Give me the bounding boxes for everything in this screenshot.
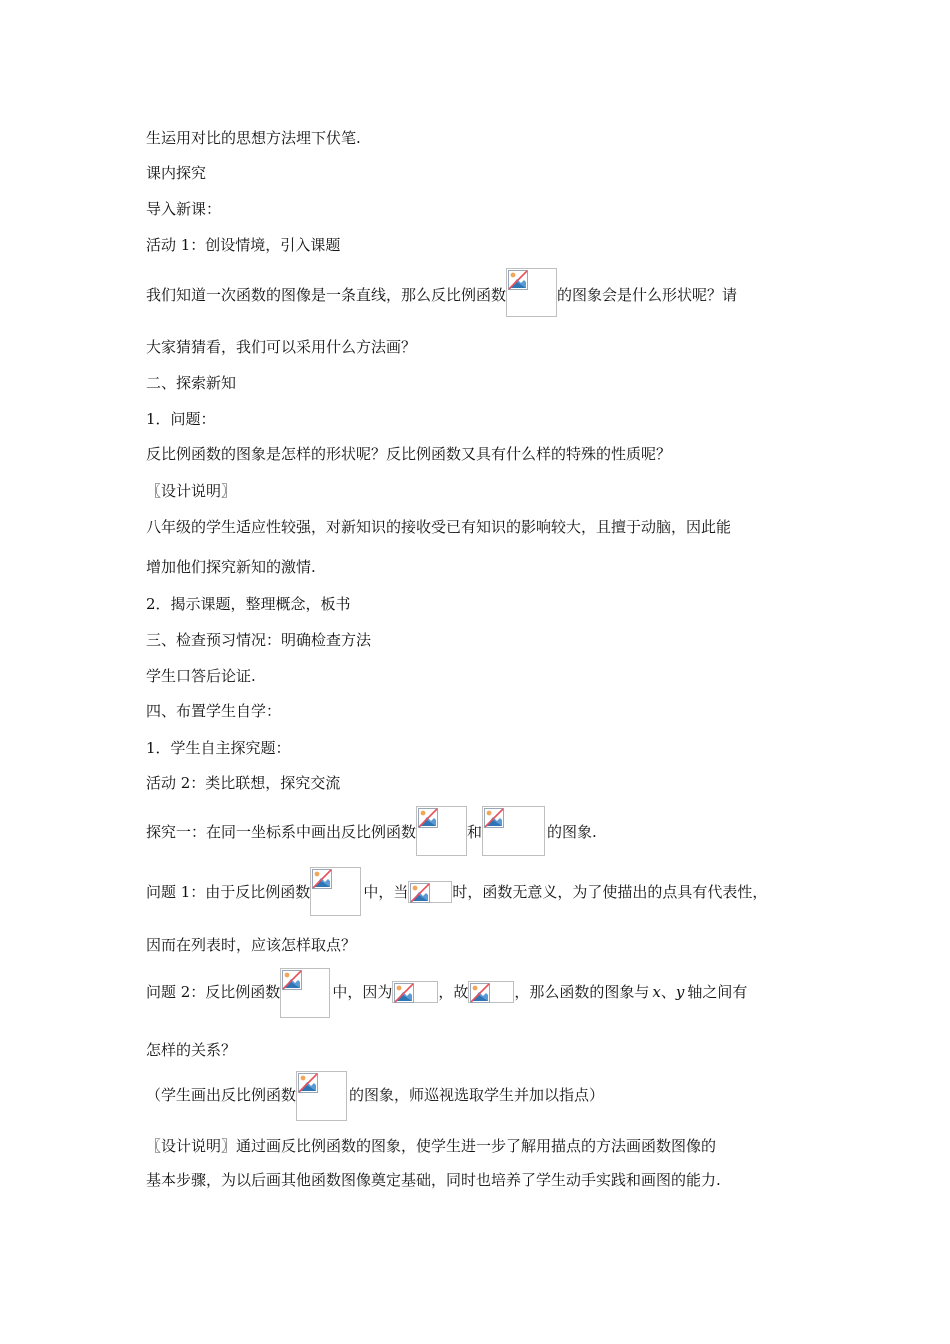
- paragraph-text: 基本步骤，为以后画其他函数图像奠定基础，同时也培养了学生动手实践和画图的能力.: [146, 1171, 721, 1189]
- paragraph-text: ，那么函数的图象与: [514, 983, 650, 1001]
- formula-image-icon: [506, 268, 557, 317]
- activity-heading: 活动 2：类比联想，探究交流: [146, 774, 341, 792]
- text-line: [146, 128, 361, 148]
- text-line: [146, 1071, 604, 1121]
- paragraph-text: 导入新课：: [146, 200, 222, 218]
- separator-text: 、: [660, 983, 676, 1001]
- text-line: [146, 337, 416, 357]
- y-axis-variable: y: [675, 983, 685, 1001]
- text-line: [146, 666, 256, 686]
- text-line: [146, 1170, 721, 1190]
- text-line: [146, 481, 236, 501]
- paragraph-text: 问题 1：由于反比例函数: [146, 883, 311, 901]
- text-line: [146, 409, 216, 429]
- paragraph-text: 时，函数无意义，为了使描出的点具有代表性，: [452, 883, 768, 901]
- text-line: [146, 968, 747, 1018]
- paragraph-text: 1．问题：: [146, 410, 216, 428]
- paragraph-text: 反比例函数的图象是怎样的形状呢？反比例函数又具有什么样的特殊的性质呢？: [146, 445, 672, 463]
- text-line: [146, 806, 597, 856]
- formula-image-icon: [468, 981, 514, 1003]
- paragraph-text: 学生口答后论证.: [146, 667, 256, 685]
- text-line: [146, 235, 340, 255]
- text-line: [146, 1040, 236, 1060]
- text-line: [146, 738, 291, 758]
- section-heading: 四、布置学生自学：: [146, 702, 282, 720]
- paragraph-text: 八年级的学生适应性较强，对新知识的接收受已有知识的影响较大，且擅于动脑，因此能: [146, 518, 732, 536]
- paragraph-text: ，故: [438, 983, 469, 1001]
- paragraph-text: 中，当: [363, 883, 409, 901]
- formula-image-icon: [296, 1071, 347, 1121]
- paragraph-text: 的图象.: [547, 823, 597, 841]
- paragraph-text: 增加他们探究新知的激情.: [146, 558, 316, 576]
- paragraph-text: 的图象，师巡视选取学生并加以指点）: [349, 1086, 605, 1104]
- paragraph-text: 1．学生自主探究题：: [146, 739, 291, 757]
- paragraph-text: 因而在列表时，应该怎样取点？: [146, 936, 357, 954]
- section-heading: 课内探究: [146, 164, 207, 182]
- design-note-text: 〖设计说明〗通过画反比例函数的图象，使学生进一步了解用描点的方法画函数图像的: [146, 1137, 717, 1155]
- heading-line: [146, 163, 206, 183]
- text-line: [146, 1136, 716, 1156]
- section-heading: 二、探索新知: [146, 374, 237, 392]
- paragraph-text: 的图象会是什么形状呢？请: [557, 286, 738, 304]
- text-line: [146, 268, 737, 317]
- paragraph-text: 大家猜猜看，我们可以采用什么方法画？: [146, 338, 417, 356]
- paragraph-text: （学生画出反比例函数: [146, 1086, 297, 1104]
- paragraph-text: 中，因为: [332, 983, 393, 1001]
- text-line: [146, 594, 351, 614]
- formula-image-icon: [408, 881, 452, 903]
- paragraph-text: 生运用对比的思想方法埋下伏笔.: [146, 129, 361, 147]
- formula-image-icon: [280, 968, 330, 1018]
- paragraph-text: 探究一：在同一坐标系中画出反比例函数: [146, 823, 417, 841]
- formula-image-icon: [392, 981, 438, 1003]
- heading-line: [146, 630, 371, 650]
- text-line: [146, 935, 356, 955]
- text-line: [146, 867, 767, 916]
- paragraph-text: 2．揭示课题，整理概念，板书: [146, 595, 351, 613]
- text-line: [146, 557, 316, 577]
- heading-line: [146, 373, 236, 393]
- text-line: [146, 773, 340, 793]
- paragraph-text: 问题 2：反比例函数: [146, 983, 281, 1001]
- text-line: [146, 199, 221, 219]
- text-line: [146, 444, 671, 464]
- paragraph-text: 我们知道一次函数的图像是一条直线，那么反比例函数: [146, 286, 507, 304]
- section-heading: 三、检查预习情况：明确检查方法: [146, 631, 372, 649]
- design-note-label: 〖设计说明〗: [146, 482, 237, 500]
- paragraph-text: 轴之间有: [687, 983, 748, 1001]
- formula-image-icon: [310, 867, 361, 916]
- activity-heading: 活动 1：创设情境，引入课题: [146, 236, 341, 254]
- formula-image-icon: [482, 806, 545, 856]
- paragraph-text: 和: [467, 823, 483, 841]
- formula-image-icon: [416, 806, 467, 856]
- heading-line: [146, 701, 281, 721]
- paragraph-text: 怎样的关系？: [146, 1041, 237, 1059]
- x-axis-variable: x: [652, 983, 661, 1001]
- text-line: [146, 517, 731, 537]
